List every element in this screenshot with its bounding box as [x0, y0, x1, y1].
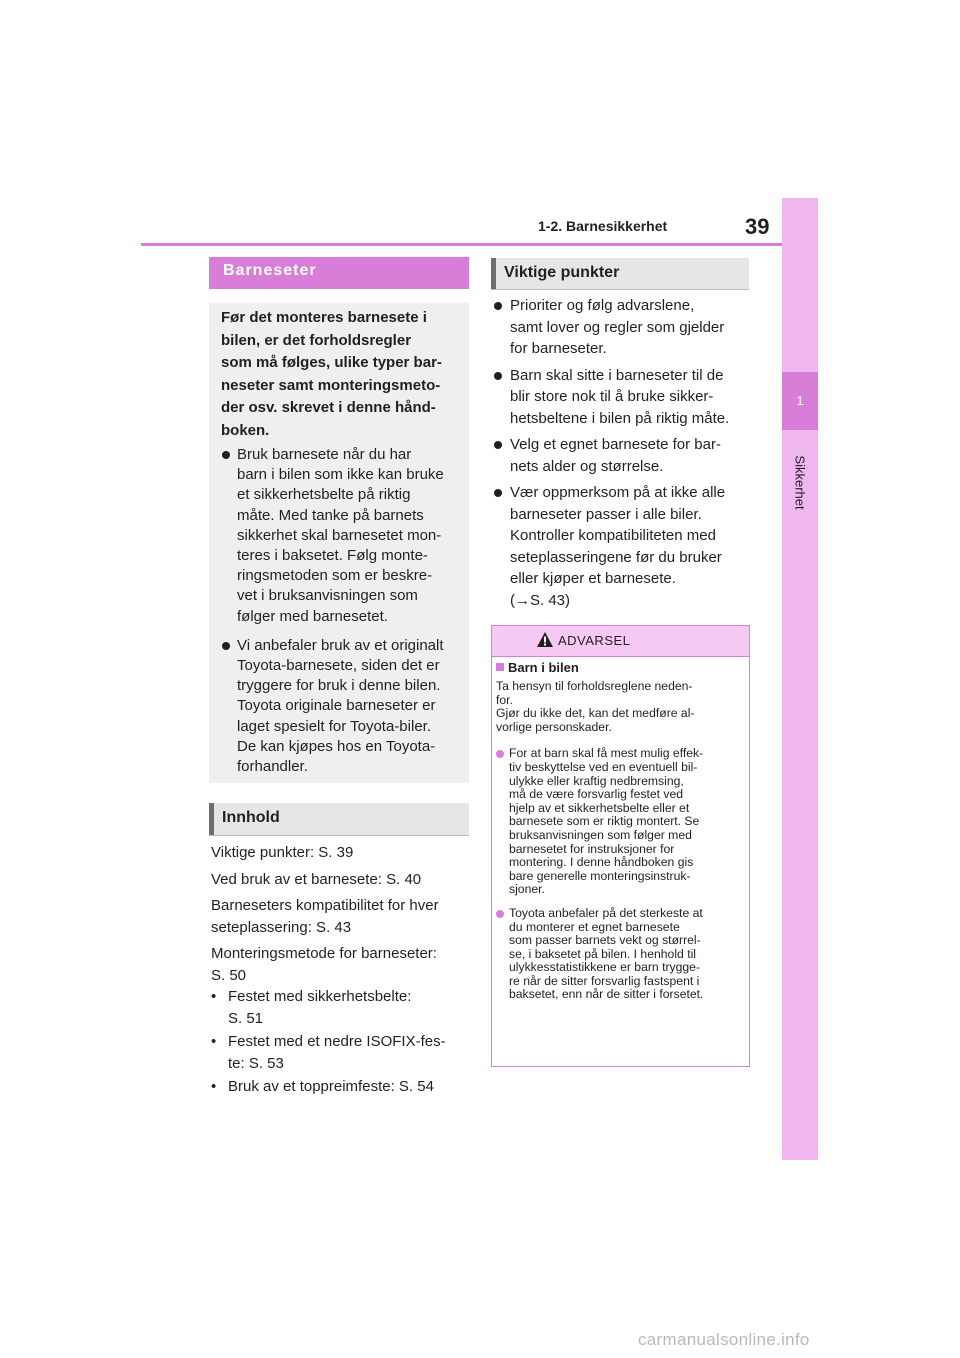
heading-barneseter-text: Barneseter: [223, 262, 317, 279]
line: Vi anbefaler bruk av et originalt: [237, 636, 444, 654]
section-title: 1-2. Barnesikkerhet: [538, 218, 668, 234]
list-item: [493, 365, 751, 430]
line: ulykkesstatistikkene er barn trygge-: [509, 960, 701, 975]
line: For at barn skal få mest mulig effek-: [509, 746, 704, 761]
line: montering. I denne håndboken gis: [509, 855, 694, 870]
line: forhandler.: [237, 758, 308, 776]
page-number: 39: [745, 214, 770, 239]
toc-subitem-toppreim[interactable]: [211, 1076, 469, 1098]
line: teres i baksetet. Følg monte-: [237, 547, 428, 565]
key-points: [493, 295, 751, 611]
bullet-mark: •: [211, 988, 217, 1005]
line: se, i baksetet på bilen. I henhold til: [509, 946, 696, 961]
intro-bullets: [221, 445, 467, 777]
table-of-contents: [211, 842, 469, 1100]
line: seteplasseringene før du bruker: [510, 548, 722, 566]
toc-subitem-sikkerhetsbelte[interactable]: [211, 986, 469, 1029]
line: Toyota originale barneseter er: [237, 697, 436, 715]
watermark: carmanualsonline.info: [638, 1330, 810, 1349]
toc-line: Barneseters kompatibilitet for hver: [211, 897, 439, 914]
heading-bar: [491, 258, 496, 289]
bullet-dot-icon: [222, 642, 230, 650]
warning-box: [491, 625, 750, 1067]
warning-body: [496, 660, 743, 1002]
warning-header: [492, 626, 749, 657]
page-reference-link[interactable]: (→S. 43): [510, 591, 571, 609]
line: ringsmetoden som er beskre-: [237, 567, 433, 585]
intro-line: bilen, er det forholdsregler: [221, 331, 412, 349]
toc-subitem-isofix[interactable]: [211, 1031, 469, 1074]
warning-subheading-text: Barn i bilen: [508, 660, 579, 675]
toc-line: Festet med et nedre ISOFIX-fes-: [228, 1033, 446, 1050]
bullet-dot-icon: [494, 372, 502, 380]
side-strip: [782, 198, 818, 1160]
bullet-dot-icon: [222, 451, 230, 459]
intro-line: som må følges, ulike typer bar-: [221, 354, 442, 372]
toc-item-ved-bruk[interactable]: [211, 869, 469, 891]
intro-line: boken.: [221, 421, 270, 439]
line: Ta hensyn til forholdsreglene neden-: [496, 679, 693, 693]
line: eller kjøper et barnesete.: [510, 570, 676, 587]
list-item: [496, 747, 743, 897]
bullet-dot-icon: [494, 302, 502, 310]
toc-sublist: [211, 986, 469, 1098]
line: re når de sitter forsvarlig fastspent i: [509, 973, 700, 988]
line: tryggere for bruk i denne bilen.: [237, 677, 441, 695]
line: hjelp av et sikkerhetsbelte eller et: [509, 800, 690, 815]
line: vet i bruksanvisningen som: [237, 587, 418, 605]
line: laget spesielt for Toyota-biler.: [237, 717, 431, 735]
line: bare generelle monteringsinstruk-: [509, 868, 691, 883]
line: tiv beskyttelse ved en eventuell bil-: [509, 759, 698, 774]
line: Toyota-barnesete, siden det er: [237, 657, 440, 675]
line: Prioriter og følg advarslene,: [510, 297, 695, 314]
warning-triangle-icon: [536, 631, 554, 648]
warning-items: [496, 747, 743, 1002]
line: Vær oppmerksom på at ikke alle: [510, 484, 726, 501]
toc-line: Monteringsmetode for barneseter:: [211, 945, 437, 962]
line: må de være forsvarlig festet ved: [509, 787, 684, 802]
toc-item-kompatibilitet[interactable]: [211, 895, 469, 938]
heading-barneseter: [209, 257, 469, 289]
line: barn i bilen som ikke kan bruke: [237, 466, 444, 484]
warning-subheading: [496, 660, 743, 676]
warning-intro: [496, 680, 743, 734]
line: Bruk barnesete når du har: [237, 446, 412, 463]
line: som passer barnets vekt og størrel-: [509, 933, 701, 948]
line: måte. Med tanke på barnets: [237, 506, 424, 524]
list-item: [221, 445, 467, 627]
intro-line: Før det monteres barnesete i: [221, 309, 427, 326]
toc-line: Viktige punkter: S. 39: [211, 844, 354, 861]
line: et sikkerhetsbelte på riktig: [237, 486, 411, 504]
line: Kontroller kompatibiliteten med: [510, 527, 716, 544]
intro-box: [209, 303, 469, 783]
bullet-dot-icon: [494, 441, 502, 449]
toc-line: Ved bruk av et barnesete: S. 40: [211, 870, 422, 888]
bullet-mark: •: [211, 1078, 217, 1095]
line: for.: [496, 692, 513, 707]
heading-innhold: [209, 803, 469, 836]
line: Gjør du ikke det, kan det medføre al-: [496, 706, 695, 721]
line: du monterer et egnet barnesete: [509, 919, 680, 934]
line: De kan kjøpes hos en Toyota-: [237, 737, 436, 755]
list-item: [493, 295, 751, 360]
pink-dot-icon: [496, 910, 504, 918]
chapter-label: Sikkerhet: [792, 455, 808, 510]
intro-line: der osv. skrevet i denne hånd-: [221, 399, 436, 417]
square-bullet-icon: [496, 663, 504, 671]
line: for barneseter.: [510, 340, 607, 357]
line: barnesetet for instruksjoner for: [509, 841, 675, 856]
bullet-mark: •: [211, 1033, 217, 1050]
line: Toyota anbefaler på det sterkeste at: [509, 905, 703, 920]
header-rule: [141, 243, 782, 246]
line: sikkerhet skal barnesetet mon-: [237, 526, 442, 544]
toc-line: te: S. 53: [228, 1054, 284, 1072]
line: sjoner.: [509, 882, 545, 897]
bullet-dot-icon: [494, 489, 502, 497]
list-item: [493, 434, 751, 477]
toc-line: Festet med sikkerhetsbelte:: [228, 988, 412, 1005]
heading-bar: [209, 803, 214, 835]
line: hetsbeltene i bilen på riktig måte.: [510, 409, 730, 427]
line: Velg et egnet barnesete for bar-: [510, 436, 721, 453]
toc-item-monteringsmetode[interactable]: [211, 943, 469, 986]
line: bruksanvisningen som følger med: [509, 827, 692, 842]
intro-line: neseter samt monteringsmeto-: [221, 376, 441, 394]
toc-line: seteplassering: S. 43: [211, 918, 352, 936]
warning-title: ADVARSEL: [558, 633, 631, 648]
toc-item-viktige-punkter[interactable]: [211, 842, 469, 864]
heading-innhold-text: Innhold: [222, 809, 280, 826]
line: blir store nok til å bruke sikker-: [510, 388, 714, 405]
heading-viktige-punkter: [491, 258, 749, 290]
pink-dot-icon: [496, 750, 504, 758]
line: Barn skal sitte i barneseter til de: [510, 366, 724, 384]
line: vorlige personskader.: [496, 719, 612, 734]
list-item: [221, 636, 467, 777]
toc-line: Bruk av et toppreimfeste: S. 54: [228, 1078, 434, 1095]
line: barnesete som er riktig montert. Se: [509, 814, 700, 829]
chapter-number: 1: [796, 393, 804, 408]
line: ulykke eller kraftig nedbremsing,: [509, 773, 684, 788]
line: barneseter passer i alle biler.: [510, 505, 702, 523]
toc-line: S. 50: [211, 966, 247, 984]
line: nets alder og størrelse.: [510, 457, 664, 475]
heading-viktige-punkter-text: Viktige punkter: [504, 264, 620, 281]
list-item: [493, 482, 751, 611]
line: samt lover og regler som gjelder: [510, 318, 725, 336]
intro-text: [221, 307, 461, 443]
line: følger med barnesetet.: [237, 607, 388, 625]
list-item: [496, 907, 743, 1002]
toc-line: S. 51: [228, 1009, 264, 1027]
line: baksetet, enn når de sitter i forsetet.: [509, 987, 704, 1002]
